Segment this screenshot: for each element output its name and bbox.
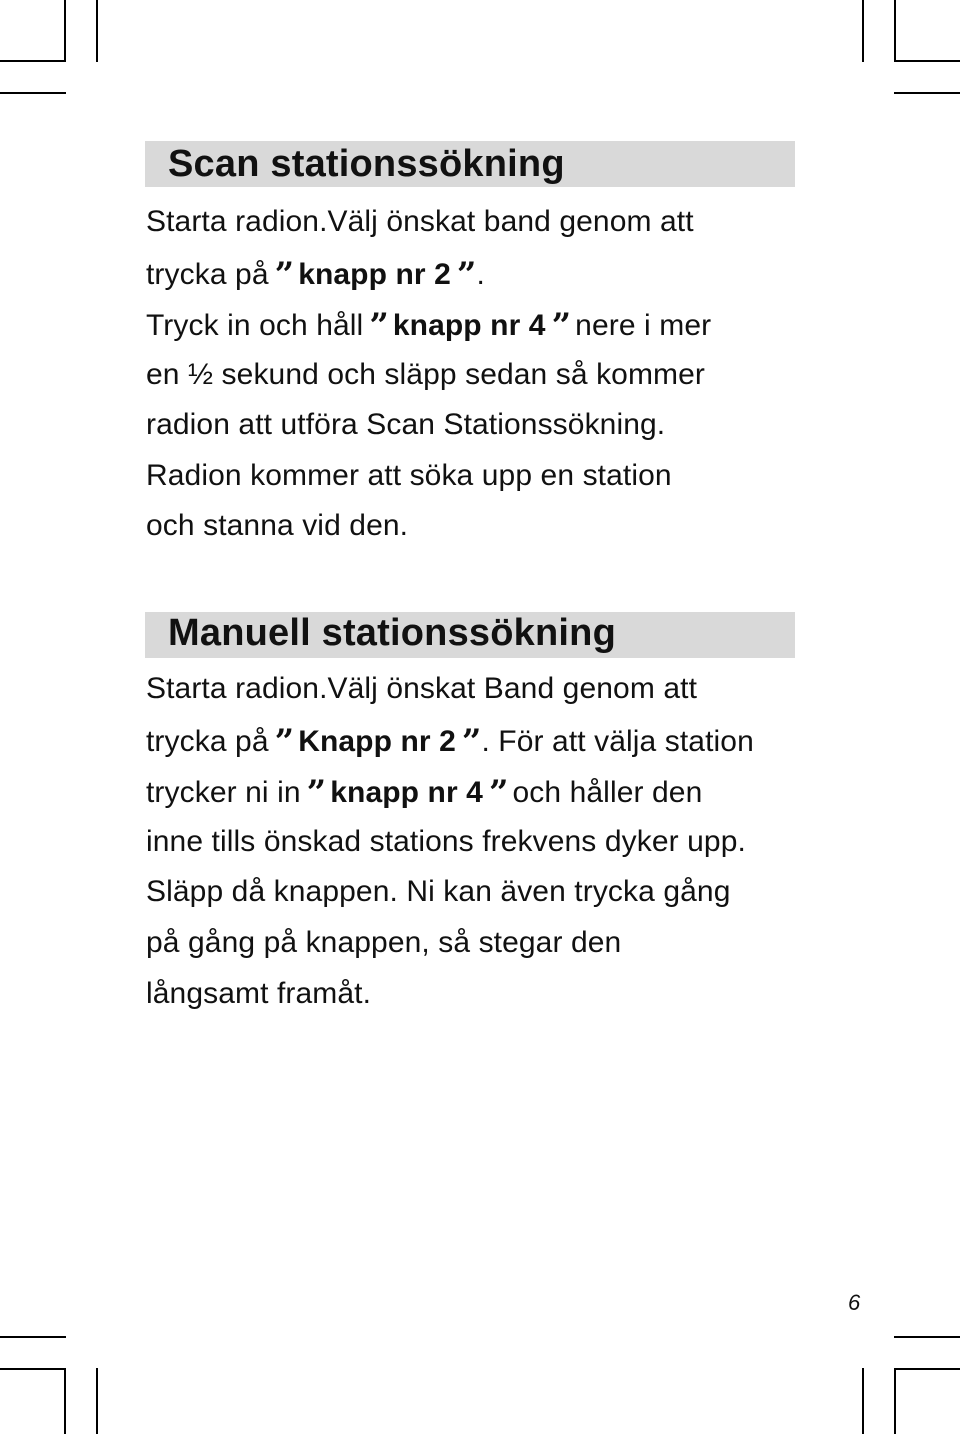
line-text: trycker ni in <box>146 776 301 809</box>
line-text: och håller den <box>512 776 703 809</box>
line-text: långsamt framåt. <box>146 977 372 1010</box>
quote-mark: ” <box>306 773 325 813</box>
paragraph-line <box>146 771 702 813</box>
crop-mark <box>894 92 960 94</box>
line-text: Släpp då knappen. Ni kan även trycka gång <box>146 875 731 908</box>
crop-mark <box>0 1336 66 1338</box>
paragraph-line <box>146 669 697 709</box>
paragraph-line <box>146 456 672 496</box>
paragraph-line <box>146 304 711 346</box>
crop-mark <box>0 92 66 94</box>
line-text: på gång på knappen, så stegar den <box>146 926 622 959</box>
button-reference: knapp nr 4 <box>330 776 483 809</box>
crop-mark <box>894 1368 896 1434</box>
crop-mark <box>862 1368 864 1434</box>
quote-mark: ” <box>551 306 570 346</box>
paragraph-line <box>146 822 746 862</box>
crop-mark <box>862 0 864 62</box>
line-text: Starta radion.Välj önskat Band genom att <box>146 672 698 705</box>
crop-mark <box>96 0 98 62</box>
section-title-manual: Manuell stationssökning <box>168 612 616 654</box>
paragraph-line <box>146 355 705 395</box>
line-text: radion att utföra Scan Stationssökning. <box>146 408 666 441</box>
paragraph-line <box>146 405 665 445</box>
paragraph-line <box>146 872 731 912</box>
quote-mark: ” <box>456 255 475 295</box>
button-reference: Knapp nr 2 <box>298 725 456 758</box>
paragraph-line <box>146 974 371 1014</box>
line-text: Tryck in och håll <box>146 309 364 342</box>
crop-mark <box>894 1336 960 1338</box>
button-reference: knapp nr 4 <box>392 309 546 342</box>
crop-mark <box>96 1368 98 1434</box>
quote-mark: ” <box>488 773 507 813</box>
line-text: . <box>476 258 485 291</box>
crop-mark <box>64 1368 66 1434</box>
line-text: Radion kommer att söka upp en station <box>146 459 672 492</box>
paragraph-line <box>146 923 621 963</box>
crop-mark <box>64 0 66 62</box>
line-text: nere i mer <box>575 309 712 342</box>
button-reference: knapp nr 2 <box>298 258 451 291</box>
line-text: trycka på <box>146 725 269 758</box>
line-text: Starta radion.Välj önskat band genom att <box>146 205 694 238</box>
line-text: en ½ sekund och släpp sedan så kommer <box>146 358 706 391</box>
paragraph-line <box>146 253 485 295</box>
line-text: och stanna vid den. <box>146 509 409 542</box>
quote-mark: ” <box>369 306 387 346</box>
crop-mark <box>894 1368 960 1370</box>
paragraph-line <box>146 506 408 546</box>
paragraph-line <box>146 202 694 242</box>
crop-mark <box>894 0 896 62</box>
quote-mark: ” <box>461 722 480 762</box>
page-number: 6 <box>848 1290 861 1315</box>
line-text: . För att välja station <box>481 725 754 758</box>
quote-mark: ” <box>274 255 293 295</box>
crop-mark <box>0 1368 66 1370</box>
line-text: trycka på <box>146 258 269 291</box>
crop-mark <box>0 60 66 62</box>
line-text: inne tills önskad stations frekvens dyker upp. <box>146 825 746 858</box>
crop-mark <box>894 60 960 62</box>
section-title-scan: Scan stationssökning <box>168 143 565 185</box>
quote-mark: ” <box>274 722 293 762</box>
paragraph-line <box>146 720 754 762</box>
